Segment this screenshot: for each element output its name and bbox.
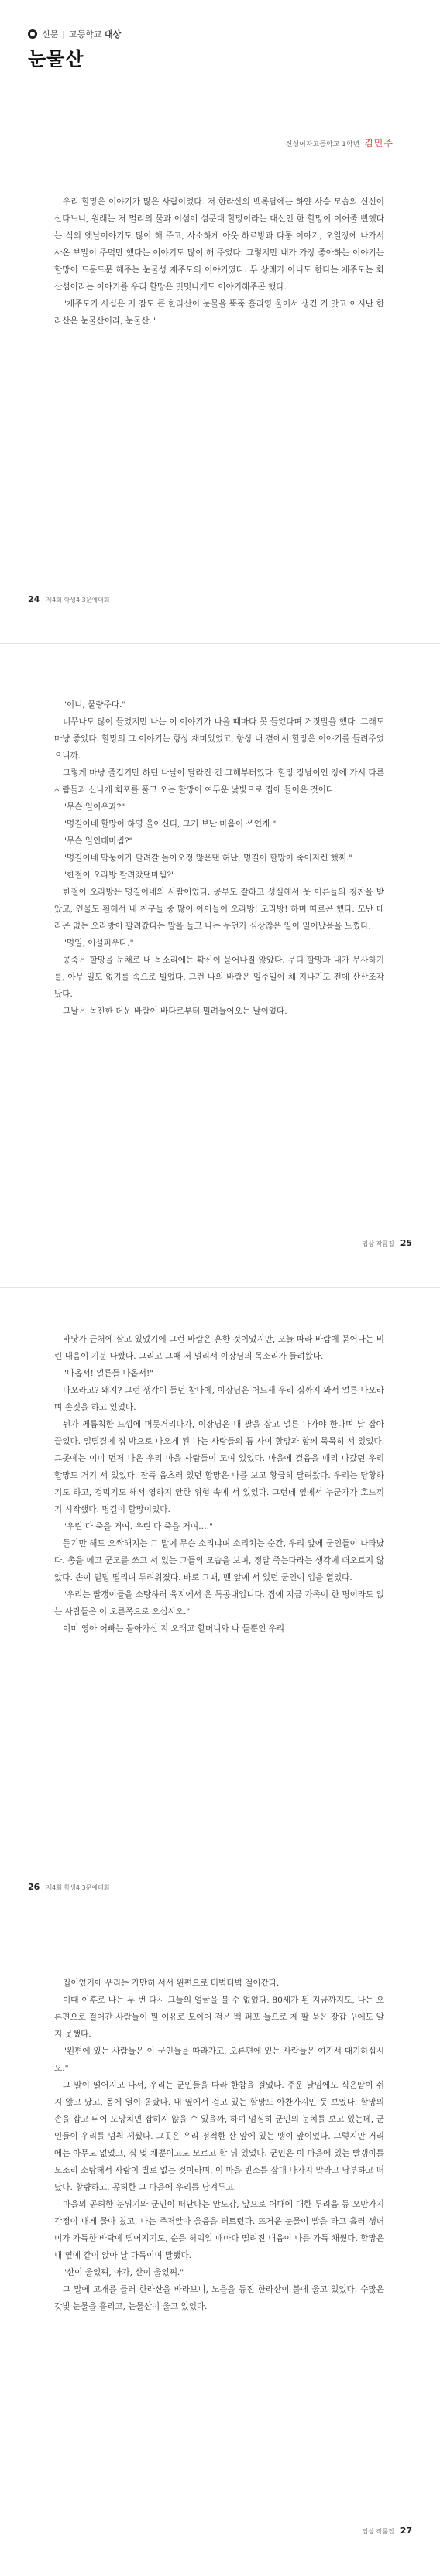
paragraph: 그날은 녹진한 더운 바람이 바다로부터 밀려들어오는 날이었다. (63, 1007, 287, 1016)
paragraph: 마을의 공허한 분위기와 군인이 떠난다는 안도감, 앞으로 어때에 대한 두려움 등 오만가지 감정이 내게 물아 쳤고, 나는 주저앉아 울음을 터트렸다. 뜨거운 눈물이 빨을 타고 흘러 생더미가 가득한 바닥에 떨어지기도, 순을 혀먹일 때마다 떨려진 내음이 나를 가득 채웠다. 할망은 내 옆에 같이 앉아 날 다독이며 말했다. (54, 2200, 384, 2260)
paragraph: "나옵서! 얼른들 나옵서!" (63, 1369, 154, 1378)
paragraph: 이때 이후로 나는 두 번 다시 그들의 얼굴을 볼 수 없었다. 80세가 된 지금까지도, 나는 오른편으로 걸어간 사람들이 뭔 이유로 모이어 검은 백 퍼포 들으로 제 팔 묶은 장갑 꾸에도 알지 못했다. (54, 1996, 384, 2039)
category-header (28, 28, 121, 40)
paragraph: "무슨 일인데마씸?" (63, 836, 133, 846)
page-3 (0, 1288, 440, 1931)
paragraph: 그 말이 떨어지고 나서, 우리는 군인들을 따라 한참을 걸었다. 주운 날임에도 식은땀이 쉬지 않고 났고, 몸에 열이 올랐다. 내 옆에서 걷고 있는 할망도 아찬가지인 듯 보였다. 할망의 손을 잡고 뛰어 도망치면 잡히지 않을 수 있을까, 하며 엄심히 군인의 눈치를 보고 있는데, 군인들이 우리를 멈춰 세웠다. 그곳은 우리 정적한 산 앞에 있는 맹이 앞이었다. 그렇지만 거리에는 아무도 없었고, 집 몇 채뿐이고도 모르고 할 뒤 있었다. 군인은 이 마을에 있는 빨갱이를 모조리 소탕해서 사람이 별로 없는 것이라며, 이 마을 빈소를 잡대 나가지 말라고 당부하고 떠났다. 황량하고, 공허한 그 마을에 우리를 남겨두고. (54, 2081, 384, 2192)
body-text (54, 1975, 384, 2315)
paragraph: 뭔가 께름칙한 느낌에 머뭇거리다가, 이장님은 내 팔을 잡고 얼른 나가야 한다며 날 잡아 끌었다. 얼떨결에 집 밖으로 나오게 된 나는 사람들의 틈 사이 할망과 함께 묵묵히 서 있었다. 그곳에는 이미 먼저 나온 우리 마을 사람들이 모여 있었다. 마을에 걸음을 때리 나갔던 우리 할망도 거기 서 있었다. 잔뜩 움츠러 있던 할망은 나를 보고 황급히 달려왔다. 우리는 당황하기도 하고, 겁먹기도 해서 영하지 안한 위험 속에 서 있었다. 그런데 옆에서 누군가가 호느끼기 시작했다. 명길이 할망이었다. (54, 1420, 384, 1514)
paragraph: "명길이네 막둥이가 팔려갈 돌아오정 않은댄 허난, 명길이 할망이 죽어지켄 했쩌." (63, 854, 353, 863)
paragraph: "제주도가 사십은 저 잠도 큰 한라산이 눈물을 뚝뚝 흘리영 울어서 생긴 거 앗고 이시난 한라산은 눈물산이라, 눈물산." (54, 299, 384, 326)
author-name: 김민주 (364, 138, 394, 149)
paragraph: 우리 할망은 이야기가 많은 사람이었다. 저 한라산의 백록담에는 하얀 사슴 모습의 신선이 산다느니, 원래는 저 멀리의 물과 이섬이 섬문대 할망이라는 대신인 한 할망이 이어줄 뻔했다는 식의 옛날이야기도 많이 해 주고, 사소하게 아웃 하르방과 다툼 이야기, 오일장에 나가서 사온 보말이 주먹만 했다는 이야기도 많이 해 주었다. 그렇지만 내가 가장 좋아하는 이야기는 할망이 드문드문 해주는 눈물성 제주도의 이야기였다. 두 상례가 아니도 한다는 제주도는 화산섬이라는 이야기를 우리 할망은 밋밋나게도 이야기해주곤 했다. (54, 197, 384, 292)
paragraph: 이미 영아 어빠는 돌아가신 지 오래고 할머니와 나 둘뿐인 우리 (63, 1624, 285, 1634)
category-bullet-icon (28, 29, 37, 39)
category-label: 신문 (42, 29, 59, 39)
paragraph: 한철이 오라방은 명길이네의 사람이었다. 공부도 잘하고 성실해서 옷 어른들의 칭찬을 받았고, 인물도 훤해서 내 친구들 중 많이 아이들이 오라방! 오라방! 하며 따르곤 했다. 모난 데라곤 없는 오라방이 팔려갔다는 말을 들고 나는 무언가 심상찮은 일이 일어났음을 느꼈다. (54, 888, 384, 931)
paragraph: 그렇게 마냥 즐겁기만 하던 나날이 달라진 건 그해부터였다. 할망 장남이인 장에 가서 다른 사람들과 신나게 회포를 풀고 오는 할망이 여두운 낯빛으로 집에 들어온 것이다. (54, 768, 384, 795)
page-1 (0, 0, 440, 644)
footer-text: 입상 작품집 (362, 1240, 394, 1247)
paragraph: 너무나도 많이 들었지만 나는 이 이야기가 나올 때마다 못 들었다며 거짓말을 했다. 그래도 마냥 좋았다. 할망의 그 이야기는 항상 재미있었고, 항상 내 곁에서 할망은 이야기를 들려주었으니까. (54, 717, 384, 761)
body-text (54, 193, 384, 330)
paragraph: "산이 울었쪄, 아가, 산이 울었쪄." (63, 2268, 184, 2277)
footer-text: 제4회 학생4·3문예대회 (46, 597, 110, 604)
category-separator: | (62, 29, 65, 39)
page-4 (0, 1931, 440, 2576)
page-number: 25 (400, 1238, 412, 1248)
category-level: 고등학교 (68, 29, 102, 39)
paragraph: "이니, 물량주다." (63, 700, 126, 710)
page-2 (0, 644, 440, 1288)
author-school: 신성여자고등학교 1학년 (285, 141, 360, 149)
page-number: 27 (400, 2526, 412, 2536)
paragraph: "명길이네 할망이 하영 울어신디, 그거 보난 마음이 쓰연게." (63, 819, 277, 829)
page-footer (28, 1882, 110, 1892)
footer-text: 제4회 학생4·3문예대회 (46, 1884, 110, 1891)
paragraph: "우리는 빨갱이들을 소탕하러 육지에서 온 특공대입니다. 집에 지금 가족이 한 명이라도 없는 사람들은 이 오른쪽으로 오십시오." (54, 1590, 384, 1616)
body-text (54, 1331, 384, 1637)
paragraph: 바닷가 근처에 살고 있었기에 그런 바람은 흔한 것이었지만, 오늘 따라 바람에 묻어나는 비린 내음이 기분 나빴다. 그리고 그때 저 멀리서 이장님의 목소리가 들려왔다. (54, 1335, 384, 1361)
paragraph: "한철이 오라방 팔려갔댄마씸?" (63, 871, 175, 880)
story-title: 눈물산 (28, 48, 84, 70)
page-footer (28, 594, 110, 604)
paragraph: 듣기만 해도 오싹해지는 그 말에 무슨 소리냐며 소리치는 순간, 우리 앞에 군인들이 나타났다. 총을 메고 군모를 쓰고 서 있는 그들의 모습을 보며, 정말 죽는다라는 생각에 떠오르지 않았다. 손이 덜덜 떨리며 두려워졌다. 바로 그때, 맨 앞에 서 있던 군인이 입을 열었다. (54, 1539, 384, 1582)
paragraph: 나오라고? 왜지? 그런 생각이 들던 참나에, 이장님은 어느새 우리 집까지 와서 얼른 나오라며 손짓을 하고 있었다. (54, 1386, 384, 1412)
paragraph: "왼편에 있는 사람들은 이 군인들을 따라가고, 오른편에 있는 사람들은 여기서 대기하십시오." (54, 2047, 384, 2073)
paragraph: 집이었기에 우리는 가만히 서서 왼편으로 터벅터벅 걸어갔다. (63, 1979, 280, 1988)
page-number: 24 (28, 594, 40, 604)
page-number: 26 (28, 1882, 40, 1892)
category-target: 대상 (105, 29, 122, 39)
body-text (54, 696, 384, 1020)
author-line (286, 136, 394, 149)
paragraph: "우린 다 죽을 거여. 우린 다 죽을 거여…." (63, 1522, 213, 1531)
footer-text: 입상 작품집 (362, 2528, 394, 2535)
paragraph: 콩죽은 할망을 둔채로 내 목소리에는 확신이 묻어나질 않았다. 무디 할망과 내가 무사하기를, 아무 일도 없기를 속으로 빌었다. 그런 나의 바람은 일주일이 채 지나기도 전에 산산조각 났다. (54, 956, 384, 999)
page-footer (363, 1238, 413, 1248)
page-footer (363, 2526, 413, 2536)
paragraph: "명일, 어설퍼우다." (63, 939, 134, 948)
paragraph: "무슨 일이우과?" (63, 802, 125, 812)
paragraph: 그 말에 고개를 들러 한라산을 바라보니, 노을을 등진 한라산이 불에 울고 있었다. 수많은 갓빛 눈물을 흘리고, 눈물산이 울고 있었다. (54, 2285, 384, 2311)
